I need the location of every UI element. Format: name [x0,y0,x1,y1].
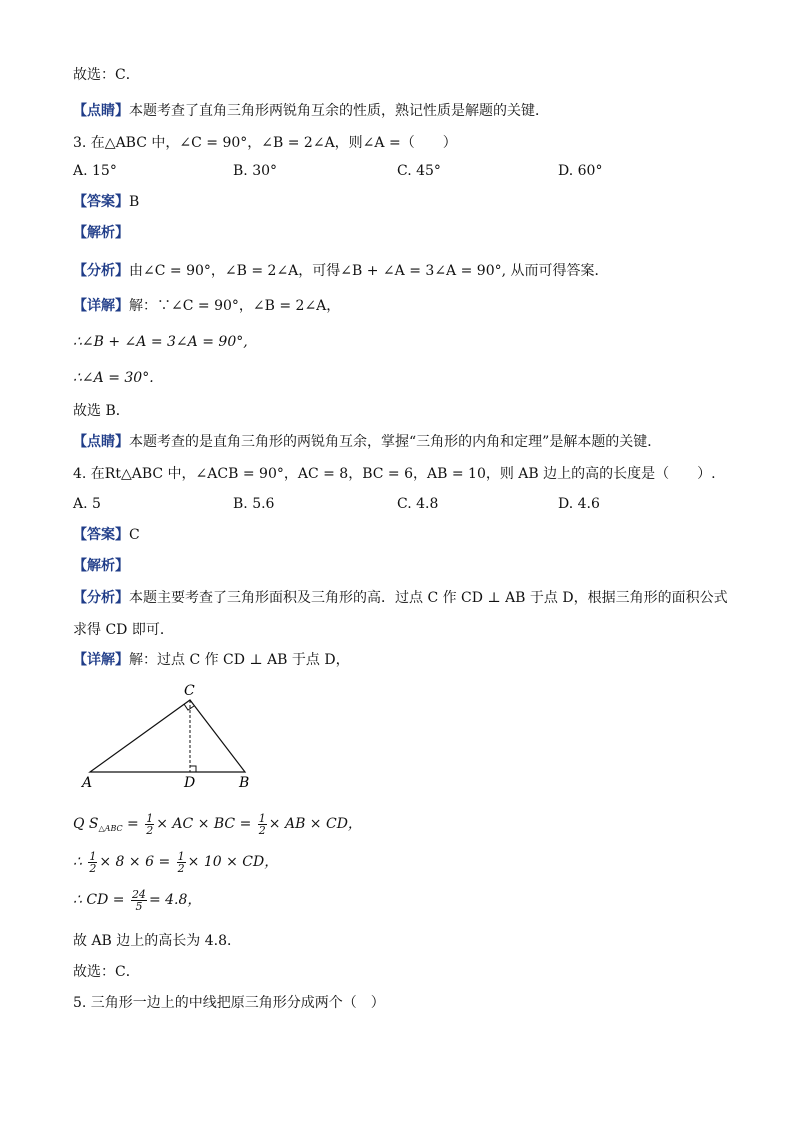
q4-choice: 故选：C． [73,964,140,980]
q4-analysis-heading: 【解析】 [73,558,129,574]
q4-option-c: C. 4.8 [397,496,439,512]
answer-value: B [129,194,140,210]
analysis-text: 本题主要考查了三角形面积及三角形的高．过点 C 作 CD ⊥ AB 于点 D，根据三角形的面积公式 [129,590,728,606]
eq1-frac-1-den: 2 [146,823,154,837]
label-a: A [82,775,93,791]
eq1-subscript: △ABC [98,824,123,833]
q3-step-2: ∴∠A = 30°. [73,370,154,386]
answer-value: C [129,527,140,543]
answer-tag: 【答案】 [73,194,129,210]
q3-analysis [73,262,609,280]
eq2-prefix: ∴ [73,854,82,870]
analysis-tag: 【分析】 [73,590,129,606]
detail-text: 解：∵∠C = 90°，∠B = 2∠A， [129,298,341,314]
detail-text: 解：过点 C 作 CD ⊥ AB 于点 D， [129,652,350,668]
detail-tag: 【详解】 [73,298,129,314]
q3-analysis-heading: 【解析】 [73,225,129,241]
eq3-prefix: ∴ CD = [73,892,125,908]
equation-3 [73,886,201,914]
comment-tag: 【点睛】 [73,434,129,450]
right-angle-c [184,704,194,710]
right-angle-d [190,766,196,772]
q4-analysis-cont: 求得 CD 即可． [73,622,174,638]
q4-analysis [73,589,728,607]
eq3-frac [131,889,147,912]
q3-option-b: B. 30° [233,163,278,179]
eq2-frac-2 [177,851,186,874]
answer-choice-line: 故选：C． [73,67,140,83]
triangle-abc [90,700,245,772]
question-5: 5. 三角形一边上的中线把原三角形分成两个（ ） [73,995,385,1011]
label-d: D [184,775,196,791]
eq2-frac-2-den: 2 [177,861,185,875]
question-3: 3. 在△ABC 中，∠C = 90°，∠B = 2∠A，则∠A =（ ） [73,135,457,151]
q4-conclusion: 故 AB 边上的高长为 4.8． [73,933,242,949]
question-4: 4. 在Rt△ABC 中，∠ACB = 90°，AC = 8，BC = 6，AB = 10，则 AB 边上的高的长度是（ ）. [73,466,716,482]
eq1-frac-1-num: 1 [146,811,154,825]
eq2-frac-2-num: 1 [177,849,185,863]
label-c: C [184,683,195,699]
eq2-frac-1-den: 2 [89,861,97,875]
eq1-frac-2-den: 2 [258,823,266,837]
q3-option-a: A. 15° [73,163,117,179]
answer-tag: 【答案】 [73,527,129,543]
eq1-mid: × AC × BC = [156,816,252,832]
q4-option-b: B. 5.6 [233,496,275,512]
q3-step-1: ∴∠B + ∠A = 3∠A = 90°, [73,334,248,350]
eq1-post: × AB × CD， [268,816,362,832]
eq1-frac-2-num: 1 [258,811,266,825]
comment-text: 本题考查的是直角三角形的两锐角互余，掌握“三角形的内角和定理”是解本题的关键． [129,434,662,450]
q3-choice: 故选 B． [73,403,130,419]
eq3-frac-den: 5 [135,899,143,913]
eq2-mid: × 8 × 6 = [99,854,171,870]
comment-text: 本题考查了直角三角形两锐角互余的性质，熟记性质是解题的关键． [129,103,549,119]
eq1-frac-2 [258,813,267,836]
eq2-frac-1-num: 1 [89,849,97,863]
detail-tag: 【详解】 [73,652,129,668]
q3-option-c: C. 45° [397,163,441,179]
eq1-prefix: Q S [73,816,99,832]
q3-detail [73,297,340,315]
q4-answer [73,526,140,544]
q3-option-d: D. 60° [558,163,603,179]
comment-tag: 【点睛】 [73,103,129,119]
eq2-post: × 10 × CD， [187,854,279,870]
comment-line [73,102,549,120]
equation-2 [73,848,278,876]
analysis-text: 由∠C = 90°，∠B = 2∠A，可得∠B + ∠A = 3∠A = 90°, 从而可得答案． [129,263,609,279]
q3-comment [73,433,661,451]
eq3-frac-num: 24 [131,887,146,901]
q4-option-d: D. 4.6 [558,496,600,512]
analysis-tag: 【分析】 [73,263,129,279]
label-b: B [239,775,250,791]
triangle-figure [80,680,270,792]
eq2-frac-1 [88,851,97,874]
eq1-frac-1 [145,813,154,836]
q4-option-a: A. 5 [73,496,101,512]
eq3-post: = 4.8， [148,892,202,908]
q4-detail [73,651,350,669]
equation-1: Q $S_{\triangle ABC}$ = $\frac{1}{2}$ × AC × BC = $\frac{1}{2}$ × AB × CD， [73,811,362,837]
q3-answer [73,193,139,211]
